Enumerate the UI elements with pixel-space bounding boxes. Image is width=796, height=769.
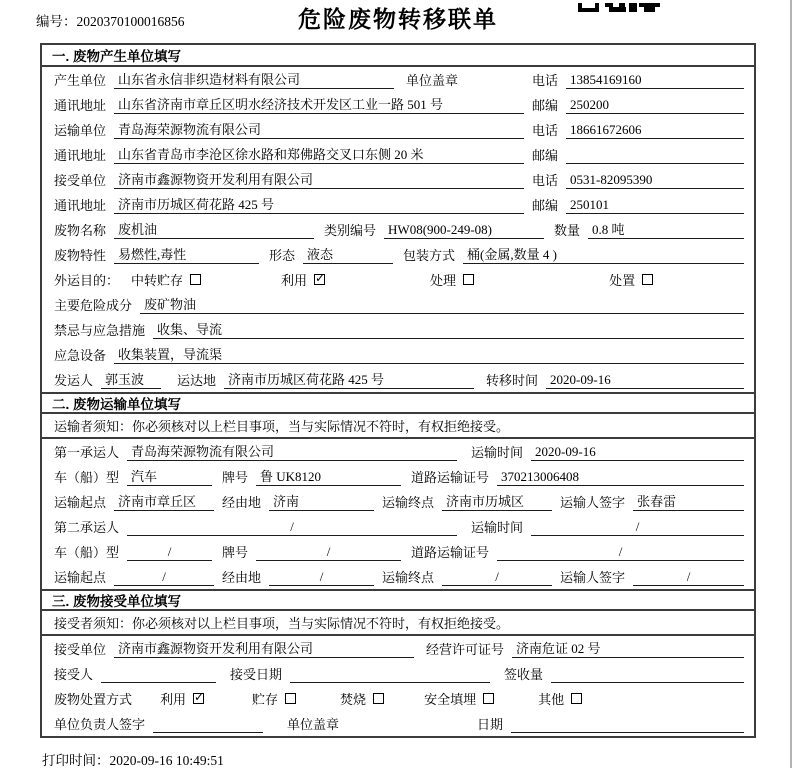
serial-number: 2020370100016856 <box>76 14 185 29</box>
shipper-label: 发运人 <box>54 373 94 388</box>
form-value: 液态 <box>303 244 393 264</box>
vehicle-type-value: / <box>127 544 212 561</box>
vehicle-type-label: 车（船）型 <box>54 545 120 560</box>
purpose-option-dispose <box>609 270 653 289</box>
plate-value: 鲁 UK8120 <box>256 466 401 486</box>
checkbox-transfer-storage-icon <box>190 274 201 285</box>
option-label: 处理 <box>430 273 457 288</box>
address-label: 通讯地址 <box>54 98 107 113</box>
phone-label: 电话 <box>532 173 559 188</box>
hazard-label: 主要危险成分 <box>54 298 133 313</box>
producer-address-row <box>42 92 754 117</box>
zip-label: 邮编 <box>532 198 559 213</box>
checkbox-disposal-use-icon <box>193 693 204 704</box>
via-label: 经由地 <box>222 495 262 510</box>
shipper-row <box>42 367 754 392</box>
producer-row <box>42 67 754 92</box>
page-title: 危险废物转移联单 <box>298 6 498 32</box>
transfer-time-label: 转移时间 <box>486 373 539 388</box>
checkbox-incinerate-icon <box>373 693 384 704</box>
emergency-equipment-row <box>42 342 754 367</box>
traits-value: 易燃性,毒性 <box>114 244 259 264</box>
carrier-signature-value: 张春雷 <box>633 491 744 511</box>
purpose-label: 外运目的： <box>54 273 120 288</box>
checkbox-other-icon <box>571 693 582 704</box>
receiver-row <box>42 167 754 192</box>
received-amount-value <box>551 667 744 683</box>
hazard-value: 废矿物油 <box>140 294 744 314</box>
disposal-option-storage <box>252 689 296 708</box>
second-vehicle-row <box>42 539 754 564</box>
recipient-label: 接受人 <box>54 667 94 682</box>
plate-label: 牌号 <box>222 545 249 560</box>
transporter-label: 运输单位 <box>54 123 107 138</box>
waste-name-value: 废机油 <box>114 219 314 239</box>
option-label: 其他 <box>538 692 565 707</box>
form-label: 形态 <box>269 248 296 263</box>
via-value: / <box>269 569 374 586</box>
transporter-notice-text: 运输者须知：你必须核对以上栏目事项，当与实际情况不符时，有权拒绝接受。 <box>54 419 510 434</box>
packing-value: 桶(金属,数量 4 ) <box>463 244 744 264</box>
checkbox-dispose-icon <box>642 274 653 285</box>
second-carrier-row <box>42 514 754 539</box>
checkbox-landfill-icon <box>483 693 494 704</box>
zip-label: 邮编 <box>532 98 559 113</box>
carrier-signature-value: / <box>633 569 744 586</box>
receiver-value: 济南市鑫源物资开发利用有限公司 <box>114 169 524 189</box>
emergency-measures-row <box>42 317 754 342</box>
category-label: 类别编号 <box>324 223 377 238</box>
carrier-signature-label: 运输人签字 <box>560 495 626 510</box>
section-3-header: 三. 废物接受单位填写 <box>42 589 754 611</box>
option-label: 利用 <box>281 273 308 288</box>
producer-value: 山东省永信非织造材料有限公司 <box>114 69 394 89</box>
emergency-equipment-label: 应急设备 <box>54 348 107 363</box>
vehicle-type-value: 汽车 <box>127 466 212 486</box>
transport-time-label: 运输时间 <box>471 520 524 535</box>
recipient-row <box>42 661 754 686</box>
first-carrier-row <box>42 439 754 464</box>
first-carrier-value: 青岛海荣源物流有限公司 <box>127 441 457 461</box>
transport-time-value: / <box>531 519 744 536</box>
accept-date-label: 接受日期 <box>230 667 283 682</box>
plate-label: 牌号 <box>222 470 249 485</box>
second-carrier-value: / <box>127 519 457 536</box>
first-vehicle-row <box>42 464 754 489</box>
origin-label: 运输起点 <box>54 570 107 585</box>
transfer-time-value: 2020-09-16 <box>546 372 744 389</box>
waste-name-label: 废物名称 <box>54 223 107 238</box>
endpoint-value: 济南市历城区 <box>442 491 552 511</box>
producer-address-value: 山东省济南市章丘区明水经济技术开发区工业一路 501 号 <box>114 94 524 114</box>
purpose-option-treat <box>430 270 474 289</box>
responsible-signature-row <box>42 711 754 736</box>
first-route-row <box>42 489 754 514</box>
shipper-value: 郭玉波 <box>101 369 161 389</box>
transport-time-label: 运输时间 <box>471 445 524 460</box>
traits-label: 废物特性 <box>54 248 107 263</box>
address-label: 通讯地址 <box>54 198 107 213</box>
emergency-measures-label: 禁忌与应急措施 <box>54 323 146 338</box>
responsible-signature-label: 单位负责人签字 <box>54 717 146 732</box>
second-route-row <box>42 564 754 589</box>
destination-value: 济南市历城区荷花路 425 号 <box>224 369 474 389</box>
checkbox-treat-icon <box>463 274 474 285</box>
purpose-option-transfer-storage <box>131 270 201 289</box>
receiver-notice-row <box>42 611 754 636</box>
transporter-phone-value: 18661672606 <box>566 122 744 139</box>
unit-seal-label: 单位盖章 <box>406 73 459 88</box>
option-label: 中转贮存 <box>131 273 184 288</box>
receiver-phone-value: 0531-82095390 <box>566 172 744 189</box>
print-time: 打印时间：2020-09-16 10:49:51 <box>42 753 224 768</box>
quantity-value: 0.8 吨 <box>588 219 744 239</box>
option-label: 贮存 <box>252 692 279 707</box>
vehicle-type-label: 车（船）型 <box>54 470 120 485</box>
disposal-option-use <box>160 689 204 708</box>
transport-purpose-row <box>42 267 754 292</box>
date-label: 日期 <box>477 717 504 732</box>
road-permit-value: 370213006408 <box>497 469 744 486</box>
producer-zip-value: 250200 <box>566 97 744 114</box>
option-label: 利用 <box>160 692 187 707</box>
disposal-method-label: 废物处置方式 <box>54 692 133 707</box>
zip-label: 邮编 <box>532 148 559 163</box>
receiver-notice-text: 接受者须知：你必须核对以上栏目事项，当与实际情况不符时，有权拒绝接受。 <box>54 616 510 631</box>
via-value: 济南 <box>269 491 374 511</box>
option-label: 处置 <box>609 273 636 288</box>
transporter-row <box>42 117 754 142</box>
section-1-header: 一. 废物产生单位填写 <box>42 45 754 67</box>
origin-value: 济南市章丘区 <box>114 491 214 511</box>
via-label: 经由地 <box>222 570 262 585</box>
category-value: HW08(900-249-08) <box>384 222 544 239</box>
transporter-zip-value <box>566 148 744 164</box>
receiver-address-value: 济南市历城区荷花路 425 号 <box>114 194 524 214</box>
phone-label: 电话 <box>532 123 559 138</box>
road-permit-label: 道路运输证号 <box>411 545 490 560</box>
emergency-measures-value: 收集、导流 <box>153 319 744 339</box>
disposal-method-row <box>42 686 754 711</box>
checkbox-storage-icon <box>285 693 296 704</box>
date-value <box>511 717 744 733</box>
qr-code-fragment-icon <box>578 0 660 16</box>
license-value: 济南危证 02 号 <box>512 638 744 658</box>
carrier-signature-label: 运输人签字 <box>560 570 626 585</box>
plate-value: / <box>256 544 401 561</box>
recipient-value <box>101 667 216 683</box>
producer-phone-value: 13854169160 <box>566 72 744 89</box>
disposal-option-incinerate <box>340 689 384 708</box>
packing-label: 包装方式 <box>403 248 456 263</box>
road-permit-value: / <box>497 544 744 561</box>
accept-date-value <box>290 667 490 683</box>
endpoint-label: 运输终点 <box>382 495 435 510</box>
disposal-option-other <box>538 689 582 708</box>
hazard-components-row <box>42 292 754 317</box>
endpoint-label: 运输终点 <box>382 570 435 585</box>
transporter-notice-row <box>42 414 754 439</box>
receiver-label: 接受单位 <box>54 173 107 188</box>
received-amount-label: 签收量 <box>504 667 544 682</box>
producer-label: 产生单位 <box>54 73 107 88</box>
quantity-label: 数量 <box>554 223 581 238</box>
transporter-address-row <box>42 142 754 167</box>
transport-time-value: 2020-09-16 <box>531 444 744 461</box>
license-label: 经营许可证号 <box>426 642 505 657</box>
option-label: 安全填埋 <box>424 692 477 707</box>
transporter-address-value: 山东省青岛市李沧区徐水路和郑佛路交叉口东侧 20 米 <box>114 144 524 164</box>
accepting-unit-value: 济南市鑫源物资开发利用有限公司 <box>114 638 414 658</box>
accepting-unit-label: 接受单位 <box>54 642 107 657</box>
purpose-option-use <box>281 270 325 289</box>
serial-label: 编号： <box>36 14 77 29</box>
unit-seal-label: 单位盖章 <box>287 717 340 732</box>
destination-label: 运达地 <box>177 373 217 388</box>
origin-value: / <box>114 569 214 586</box>
receiver-zip-value: 250101 <box>566 197 744 214</box>
road-permit-label: 道路运输证号 <box>411 470 490 485</box>
transporter-value: 青岛海荣源物流有限公司 <box>114 119 524 139</box>
endpoint-value: / <box>442 569 552 586</box>
disposal-option-landfill <box>424 689 494 708</box>
checkbox-use-icon <box>314 274 325 285</box>
receiver-address-row <box>42 192 754 217</box>
phone-label: 电话 <box>532 73 559 88</box>
page-edge-line <box>790 0 792 768</box>
responsible-signature-value <box>153 717 263 733</box>
origin-label: 运输起点 <box>54 495 107 510</box>
address-label: 通讯地址 <box>54 148 107 163</box>
manifest-form <box>40 43 756 738</box>
waste-traits-row <box>42 242 754 267</box>
emergency-equipment-value: 收集装置，导流渠 <box>114 344 744 364</box>
first-carrier-label: 第一承运人 <box>54 445 120 460</box>
accepting-unit-row <box>42 636 754 661</box>
option-label: 焚烧 <box>340 692 367 707</box>
section-2-header: 二. 废物运输单位填写 <box>42 392 754 414</box>
second-carrier-label: 第二承运人 <box>54 520 120 535</box>
waste-name-row <box>42 217 754 242</box>
